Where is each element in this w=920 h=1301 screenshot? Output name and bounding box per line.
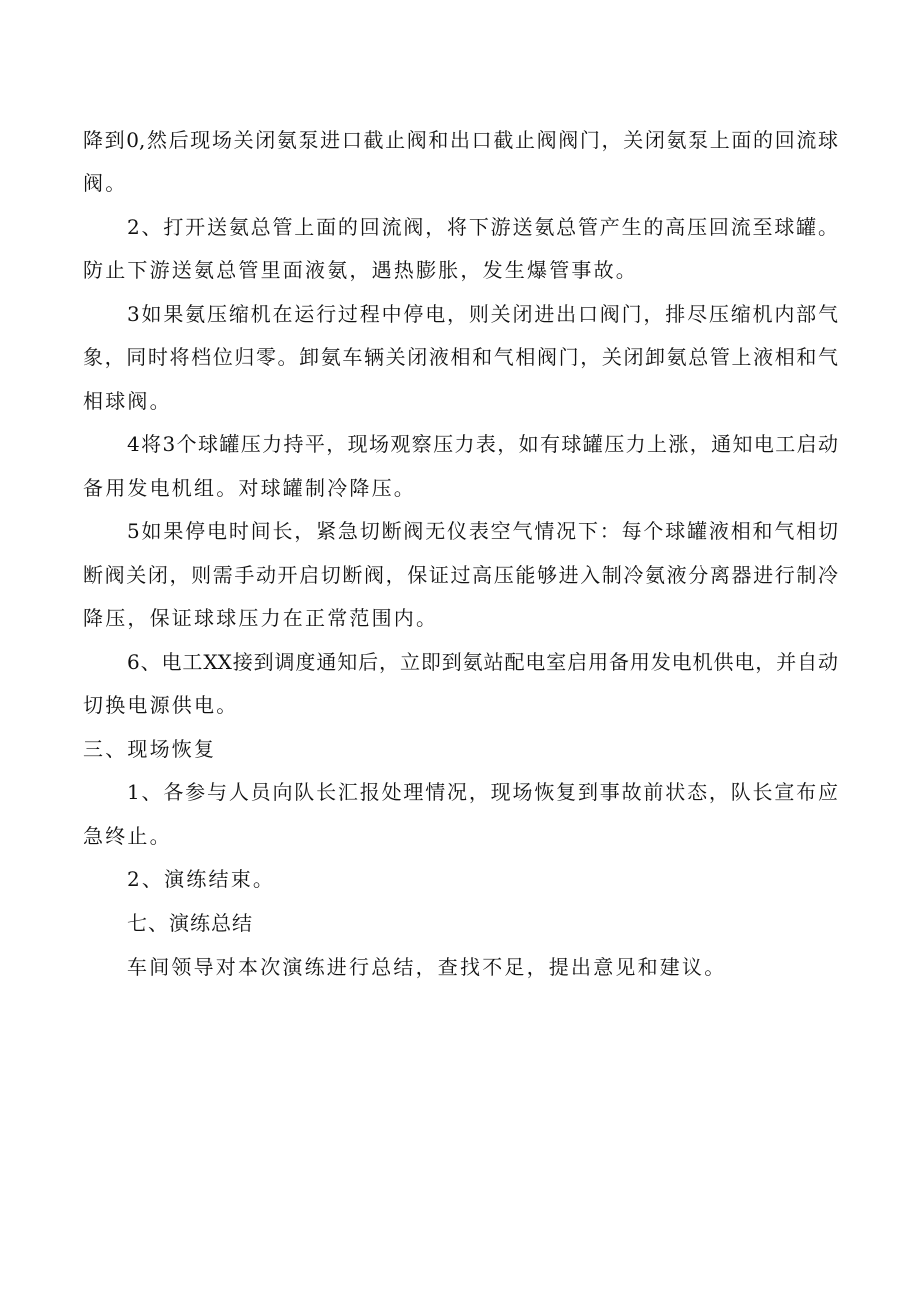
- paragraph-line-10: 5如果停电时间长，紧急切断阀无仪表空气情况下：每个球罐液相和气相切: [127, 519, 838, 543]
- section-heading-summary: 七、演练总结: [127, 911, 253, 935]
- paragraph-line-12: 降压，保证球球压力在正常范围内。: [83, 606, 439, 630]
- paragraph-line-5: 3如果氨压缩机在运行过程中停电，则关闭进出口阀门，排尽压缩机内部气: [127, 302, 838, 326]
- paragraph-line-18: 2、演练结束。: [127, 867, 276, 891]
- paragraph-line-7: 相球阀。: [83, 389, 172, 413]
- paragraph-line-1: 降到0,然后现场关闭氨泵进口截止阀和出口截止阀阀门，关闭氨泵上面的回流球: [83, 128, 838, 152]
- section-heading-restore: 三、现场恢复: [83, 737, 217, 761]
- paragraph-line-4: 防止下游送氨总管里面液氨，遇热膨胀，发生爆管事故。: [83, 258, 638, 282]
- paragraph-line-3: 2、打开送氨总管上面的回流阀，将下游送氨总管产生的高压回流至球罐。: [127, 215, 838, 239]
- paragraph-line-6: 象，同时将档位归零。卸氨车辆关闭液相和气相阀门，关闭卸氨总管上液相和气: [83, 345, 838, 369]
- paragraph-line-17: 急终止。: [83, 824, 172, 848]
- paragraph-line-16: 1、各参与人员向队长汇报处理情况，现场恢复到事故前状态，队长宣布应: [127, 780, 838, 804]
- paragraph-line-13: 6、电工XX接到调度通知后，立即到氨站配电室启用备用发电机供电，并自动: [127, 650, 838, 674]
- paragraph-line-2: 阀。: [83, 171, 128, 195]
- paragraph-line-11: 断阀关闭，则需手动开启切断阀，保证过高压能够进入制冷氨液分离器进行制冷: [83, 563, 838, 587]
- paragraph-line-20: 车间领导对本次演练进行总结，查找不足，提出意见和建议。: [127, 955, 727, 979]
- paragraph-line-14: 切换电源供电。: [83, 693, 239, 717]
- paragraph-line-8: 4将3个球罐压力持平，现场观察压力表，如有球罐压力上涨，通知电工启动: [127, 432, 838, 456]
- paragraph-line-9: 备用发电机组。对球罐制冷降压。: [83, 476, 416, 500]
